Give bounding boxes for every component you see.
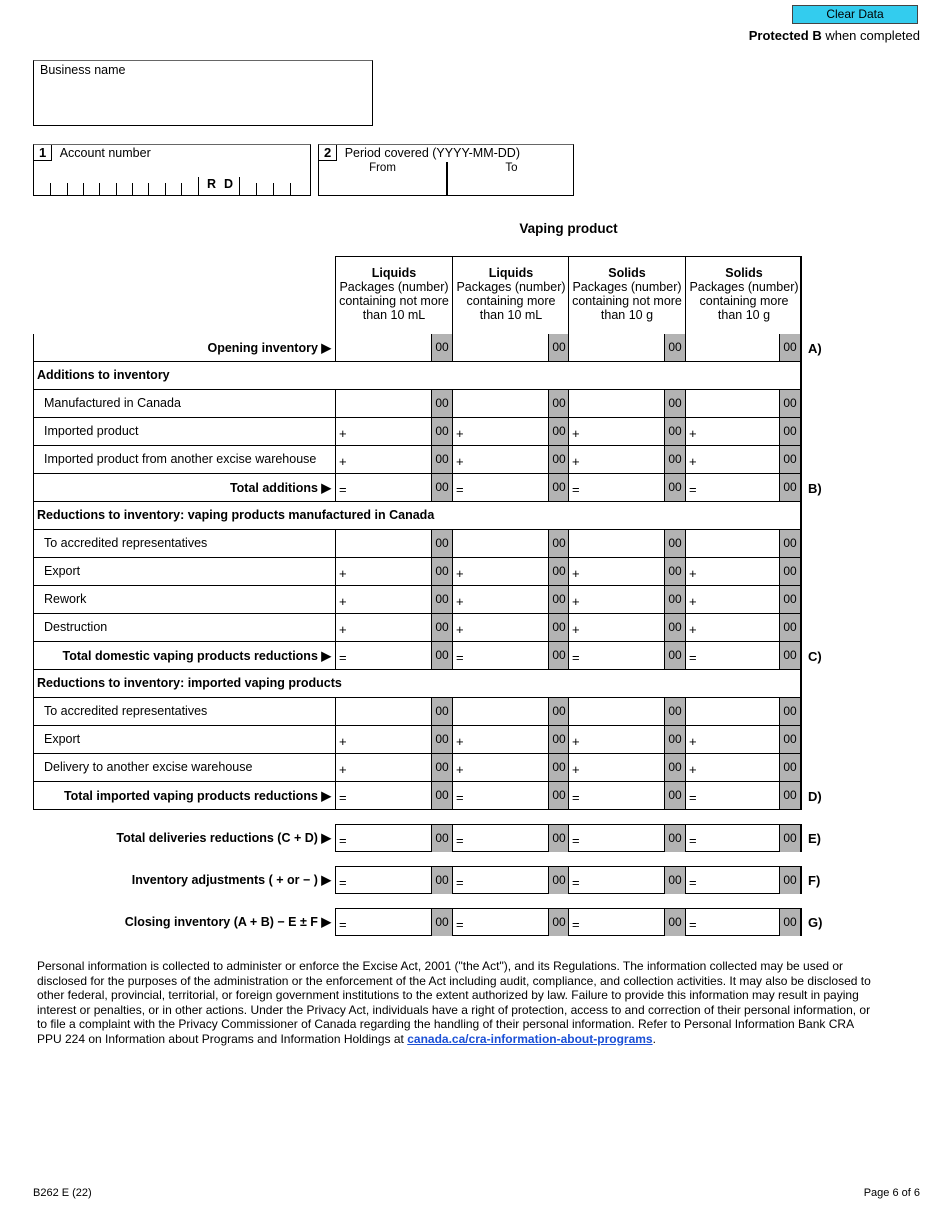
- sign-plus: +: [339, 426, 347, 441]
- amount-input[interactable]: [335, 726, 452, 754]
- row-label: Delivery to another excise warehouse: [33, 754, 335, 782]
- line-letter: B): [808, 481, 822, 496]
- section-heading: Reductions to inventory: vaping products manufactured in Canada: [33, 502, 802, 530]
- cents-field: 00: [431, 698, 452, 725]
- amount-input[interactable]: [452, 754, 569, 782]
- cents-field: 00: [779, 558, 800, 585]
- cents-field: 00: [664, 474, 685, 501]
- cents-field: 00: [779, 334, 800, 361]
- account-digit-divider: [290, 183, 291, 195]
- row-label: Manufactured in Canada: [33, 390, 335, 418]
- from-label: From: [369, 162, 396, 174]
- amount-input[interactable]: [335, 642, 452, 670]
- amount-input[interactable]: [335, 908, 452, 936]
- amount-input[interactable]: [685, 586, 802, 614]
- amount-input[interactable]: [685, 642, 802, 670]
- row-label: Total domestic vaping products reductions ▶: [33, 642, 335, 670]
- amount-input[interactable]: [452, 782, 569, 810]
- cents-field: 00: [779, 390, 800, 417]
- row-label: Rework: [33, 586, 335, 614]
- row-label: Imported product from another excise warehouse: [33, 446, 335, 474]
- cents-field: 00: [431, 530, 452, 557]
- account-d: D: [224, 177, 234, 191]
- sign-plus: +: [689, 426, 697, 441]
- sign-plus: +: [456, 622, 464, 637]
- row-label: Export: [33, 726, 335, 754]
- sign-plus: +: [572, 762, 580, 777]
- cents-field: 00: [779, 614, 800, 641]
- amount-input[interactable]: [335, 530, 452, 558]
- protected-b-label: [749, 28, 920, 43]
- account-digit-divider: [83, 183, 84, 195]
- sign-plus: +: [339, 594, 347, 609]
- cents-field: 00: [779, 530, 800, 557]
- amount-input[interactable]: [452, 726, 569, 754]
- account-digit-divider: [198, 177, 199, 195]
- amount-input[interactable]: [452, 614, 569, 642]
- cents-field: 00: [548, 474, 569, 501]
- row-label: Total imported vaping products reductions ▶: [33, 782, 335, 810]
- cents-field: 00: [779, 754, 800, 781]
- amount-input[interactable]: [685, 418, 802, 446]
- amount-input[interactable]: [335, 698, 452, 726]
- account-r: R: [207, 177, 217, 191]
- amount-input[interactable]: [452, 334, 569, 362]
- amount-input[interactable]: [452, 866, 569, 894]
- amount-input[interactable]: [335, 418, 452, 446]
- column-description: Packages (number) containing not more than 10 g: [572, 280, 682, 322]
- cents-field: 00: [431, 614, 452, 641]
- to-label: To: [505, 162, 518, 174]
- amount-input[interactable]: [568, 782, 685, 810]
- row-label: Imported product: [33, 418, 335, 446]
- cents-field: 00: [548, 909, 569, 936]
- sign-plus: +: [572, 622, 580, 637]
- amount-input[interactable]: [568, 614, 685, 642]
- sign-plus: +: [572, 594, 580, 609]
- sign-equals: =: [456, 790, 464, 805]
- cents-field: 00: [548, 334, 569, 361]
- cents-field: 00: [431, 446, 452, 473]
- period-covered-field: [318, 144, 574, 196]
- cents-field: 00: [664, 614, 685, 641]
- account-digit-divider: [165, 183, 166, 195]
- sign-equals: =: [572, 482, 580, 497]
- amount-input[interactable]: [335, 558, 452, 586]
- table-header: [335, 256, 802, 334]
- cents-field: 00: [548, 530, 569, 557]
- sign-plus: +: [689, 734, 697, 749]
- sign-plus: +: [456, 734, 464, 749]
- amount-input[interactable]: [452, 474, 569, 502]
- amount-input[interactable]: [568, 824, 685, 852]
- sign-plus: +: [572, 566, 580, 581]
- amount-input[interactable]: [335, 390, 452, 418]
- amount-input[interactable]: [685, 908, 802, 936]
- sign-equals: =: [456, 650, 464, 665]
- cents-field: 00: [664, 909, 685, 936]
- cents-field: 00: [664, 642, 685, 669]
- amount-input[interactable]: [685, 824, 802, 852]
- amount-input[interactable]: [568, 334, 685, 362]
- sign-plus: +: [456, 426, 464, 441]
- line-letter: G): [808, 915, 823, 930]
- sign-equals: =: [689, 650, 697, 665]
- amount-input[interactable]: [568, 726, 685, 754]
- amount-input[interactable]: [568, 698, 685, 726]
- account-number-label: Account number: [59, 146, 151, 160]
- row-label: Destruction: [33, 614, 335, 642]
- period-from-input[interactable]: [319, 162, 446, 195]
- sign-plus: +: [339, 566, 347, 581]
- sign-equals: =: [339, 875, 347, 890]
- cents-field: 00: [548, 726, 569, 753]
- amount-input[interactable]: [568, 530, 685, 558]
- amount-input[interactable]: [568, 586, 685, 614]
- amount-input[interactable]: [685, 558, 802, 586]
- cents-field: 00: [431, 909, 452, 936]
- account-digit-divider: [132, 183, 133, 195]
- sign-plus: +: [339, 454, 347, 469]
- sign-equals: =: [572, 790, 580, 805]
- business-name-field[interactable]: [33, 60, 373, 126]
- amount-input[interactable]: [685, 754, 802, 782]
- sign-equals: =: [456, 875, 464, 890]
- amount-input[interactable]: [568, 754, 685, 782]
- sign-equals: =: [572, 917, 580, 932]
- section-heading: Additions to inventory: [33, 362, 802, 390]
- sign-equals: =: [689, 917, 697, 932]
- account-digit-divider: [273, 183, 274, 195]
- cents-field: 00: [548, 867, 569, 894]
- sign-plus: +: [339, 622, 347, 637]
- amount-input[interactable]: [685, 726, 802, 754]
- amount-input[interactable]: [568, 446, 685, 474]
- amount-input[interactable]: [335, 782, 452, 810]
- sign-equals: =: [572, 650, 580, 665]
- sign-equals: =: [456, 482, 464, 497]
- cents-field: 00: [548, 586, 569, 613]
- privacy-link[interactable]: canada.ca/cra-information-about-programs: [407, 1031, 653, 1046]
- amount-input[interactable]: [568, 418, 685, 446]
- protected-b-note: when completed: [821, 28, 920, 43]
- sign-plus: +: [456, 566, 464, 581]
- column-header: [568, 257, 685, 334]
- sign-equals: =: [339, 833, 347, 848]
- amount-input[interactable]: [452, 530, 569, 558]
- sign-plus: +: [689, 622, 697, 637]
- cents-field: 00: [664, 867, 685, 894]
- sign-plus: +: [339, 734, 347, 749]
- cents-field: 00: [664, 418, 685, 445]
- cents-field: 00: [779, 474, 800, 501]
- form-number: B262 E (22): [33, 1187, 92, 1199]
- field-number-2: 2: [319, 145, 337, 161]
- sign-plus: +: [456, 454, 464, 469]
- amount-input[interactable]: [452, 698, 569, 726]
- privacy-notice: [37, 959, 877, 1046]
- row-label: Total deliveries reductions (C + D) ▶: [116, 831, 331, 845]
- cents-field: 00: [431, 754, 452, 781]
- sign-plus: +: [572, 454, 580, 469]
- period-to-input[interactable]: [446, 162, 575, 195]
- section-title: Vaping product: [519, 221, 618, 236]
- sign-equals: =: [689, 833, 697, 848]
- column-description: Packages (number) containing not more than 10 mL: [339, 280, 449, 322]
- cents-field: 00: [779, 825, 800, 852]
- column-description: Packages (number) containing more than 10 g: [689, 280, 799, 322]
- column-header: [335, 257, 452, 334]
- cents-field: 00: [431, 586, 452, 613]
- amount-input[interactable]: [685, 334, 802, 362]
- protected-b: Protected B: [748, 28, 822, 43]
- account-digit-divider: [50, 183, 51, 195]
- cents-field: 00: [548, 558, 569, 585]
- row-label: Export: [33, 558, 335, 586]
- cents-field: 00: [431, 418, 452, 445]
- column-title: Liquids: [371, 266, 417, 280]
- sign-equals: =: [689, 790, 697, 805]
- sign-plus: +: [456, 762, 464, 777]
- account-digit-divider: [148, 183, 149, 195]
- amount-input[interactable]: [568, 474, 685, 502]
- cents-field: 00: [664, 390, 685, 417]
- line-letter: E): [808, 831, 821, 846]
- column-header: [685, 257, 802, 334]
- cents-field: 00: [431, 867, 452, 894]
- sign-equals: =: [456, 833, 464, 848]
- sign-equals: =: [339, 917, 347, 932]
- account-digit-divider: [256, 183, 257, 195]
- row-label: Opening inventory ▶: [33, 334, 335, 362]
- sign-plus: +: [689, 566, 697, 581]
- row-label: To accredited representatives: [33, 530, 335, 558]
- amount-input[interactable]: [685, 446, 802, 474]
- amount-input[interactable]: [568, 558, 685, 586]
- cents-field: 00: [431, 474, 452, 501]
- cents-field: 00: [779, 418, 800, 445]
- column-description: Packages (number) containing more than 10 mL: [456, 280, 566, 322]
- cents-field: 00: [779, 782, 800, 809]
- line-letter: D): [808, 789, 822, 804]
- account-digit-divider: [116, 183, 117, 195]
- account-number-field[interactable]: [33, 144, 311, 196]
- cents-field: 00: [664, 446, 685, 473]
- sign-equals: =: [689, 482, 697, 497]
- sign-equals: =: [572, 875, 580, 890]
- amount-input[interactable]: [335, 586, 452, 614]
- sign-plus: +: [689, 762, 697, 777]
- cents-field: 00: [548, 825, 569, 852]
- amount-input[interactable]: [452, 824, 569, 852]
- business-name-label: Business name: [40, 63, 126, 77]
- privacy-text: Personal information is collected to administer or enforce the Excise Act, 2001 ("the Act"), and its Regulations. The information collected may be used or disclosed for the purposes of the administration or the enforcement of the Act including audit, compliance, and collection activities. It may also be disclosed to other federal, provincial, territorial, or foreign government institutions to the extent authorized by law. Failure to provide this information may result in paying interest or penalties, or in other actions. Under the Privacy Act, individuals have a right of protection, access to and correction of their personal information, or to file a complaint with the Privacy Commissioner of Canada regarding the handling of their personal information. Refer to Personal Information Bank CRA PPU 224 on Information about Programs and Information Holdings at: [37, 959, 871, 1046]
- amount-input[interactable]: [568, 390, 685, 418]
- amount-input[interactable]: [452, 908, 569, 936]
- amount-input[interactable]: [335, 754, 452, 782]
- sign-plus: +: [572, 734, 580, 749]
- column-title: Solids: [608, 266, 646, 280]
- sign-plus: +: [689, 594, 697, 609]
- cents-field: 00: [664, 698, 685, 725]
- amount-input[interactable]: [452, 390, 569, 418]
- cents-field: 00: [664, 825, 685, 852]
- amount-input[interactable]: [452, 558, 569, 586]
- sign-equals: =: [339, 482, 347, 497]
- cents-field: 00: [431, 825, 452, 852]
- sign-plus: +: [689, 454, 697, 469]
- amount-input[interactable]: [335, 446, 452, 474]
- amount-input[interactable]: [452, 642, 569, 670]
- cents-field: 00: [779, 867, 800, 894]
- cents-field: 00: [664, 558, 685, 585]
- amount-input[interactable]: [452, 586, 569, 614]
- cents-field: 00: [548, 446, 569, 473]
- amount-input[interactable]: [685, 474, 802, 502]
- cents-field: 00: [548, 698, 569, 725]
- line-letter: C): [808, 649, 822, 664]
- sign-equals: =: [572, 833, 580, 848]
- cents-field: 00: [548, 390, 569, 417]
- amount-input[interactable]: [452, 418, 569, 446]
- sign-equals: =: [339, 790, 347, 805]
- row-label: Total additions ▶: [33, 474, 335, 502]
- amount-input[interactable]: [685, 614, 802, 642]
- clear-data-button[interactable]: Clear Data: [792, 5, 918, 24]
- amount-input[interactable]: [568, 908, 685, 936]
- sign-plus: +: [572, 426, 580, 441]
- account-digit-divider: [181, 183, 182, 195]
- sign-plus: +: [339, 762, 347, 777]
- sign-equals: =: [456, 917, 464, 932]
- amount-input[interactable]: [335, 614, 452, 642]
- cents-field: 00: [548, 782, 569, 809]
- sign-plus: +: [456, 594, 464, 609]
- period-covered-label: Period covered (YYYY-MM-DD): [344, 146, 520, 160]
- amount-input[interactable]: [685, 390, 802, 418]
- cents-field: 00: [431, 390, 452, 417]
- sign-equals: =: [339, 650, 347, 665]
- cents-field: 00: [779, 446, 800, 473]
- cents-field: 00: [431, 726, 452, 753]
- line-letter: A): [808, 341, 822, 356]
- account-digit-divider: [67, 183, 68, 195]
- cents-field: 00: [664, 530, 685, 557]
- amount-input[interactable]: [685, 782, 802, 810]
- cents-field: 00: [664, 726, 685, 753]
- cents-field: 00: [779, 726, 800, 753]
- amount-input[interactable]: [568, 866, 685, 894]
- cents-field: 00: [779, 909, 800, 936]
- row-label: Inventory adjustments ( + or − ) ▶: [131, 873, 331, 887]
- account-digit-divider: [99, 183, 100, 195]
- cents-field: 00: [548, 614, 569, 641]
- cents-field: 00: [431, 558, 452, 585]
- amount-input[interactable]: [335, 824, 452, 852]
- cents-field: 00: [779, 698, 800, 725]
- row-label: To accredited representatives: [33, 698, 335, 726]
- cents-field: 00: [548, 418, 569, 445]
- cents-field: 00: [431, 334, 452, 361]
- cents-field: 00: [548, 754, 569, 781]
- amount-input[interactable]: [335, 866, 452, 894]
- column-header: [452, 257, 569, 334]
- sign-equals: =: [689, 875, 697, 890]
- column-title: Liquids: [488, 266, 534, 280]
- amount-input[interactable]: [685, 698, 802, 726]
- amount-input[interactable]: [685, 530, 802, 558]
- cents-field: 00: [664, 782, 685, 809]
- cents-field: 00: [664, 334, 685, 361]
- row-label: Closing inventory (A + B) − E ± F ▶: [124, 915, 331, 929]
- page-number: Page 6 of 6: [863, 1187, 920, 1199]
- amount-input[interactable]: [335, 474, 452, 502]
- amount-input[interactable]: [335, 334, 452, 362]
- line-letter: F): [808, 873, 821, 888]
- cents-field: 00: [664, 586, 685, 613]
- cents-field: 00: [431, 782, 452, 809]
- cents-field: 00: [779, 586, 800, 613]
- cents-field: 00: [664, 754, 685, 781]
- amount-input[interactable]: [452, 446, 569, 474]
- section-heading: Reductions to inventory: imported vaping products: [33, 670, 802, 698]
- column-title: Solids: [725, 266, 763, 280]
- amount-input[interactable]: [568, 642, 685, 670]
- cents-field: 00: [431, 642, 452, 669]
- cents-field: 00: [779, 642, 800, 669]
- cents-field: 00: [548, 642, 569, 669]
- privacy-end: .: [652, 1031, 656, 1046]
- field-number-1: 1: [34, 145, 52, 161]
- account-digit-divider: [239, 177, 240, 195]
- amount-input[interactable]: [685, 866, 802, 894]
